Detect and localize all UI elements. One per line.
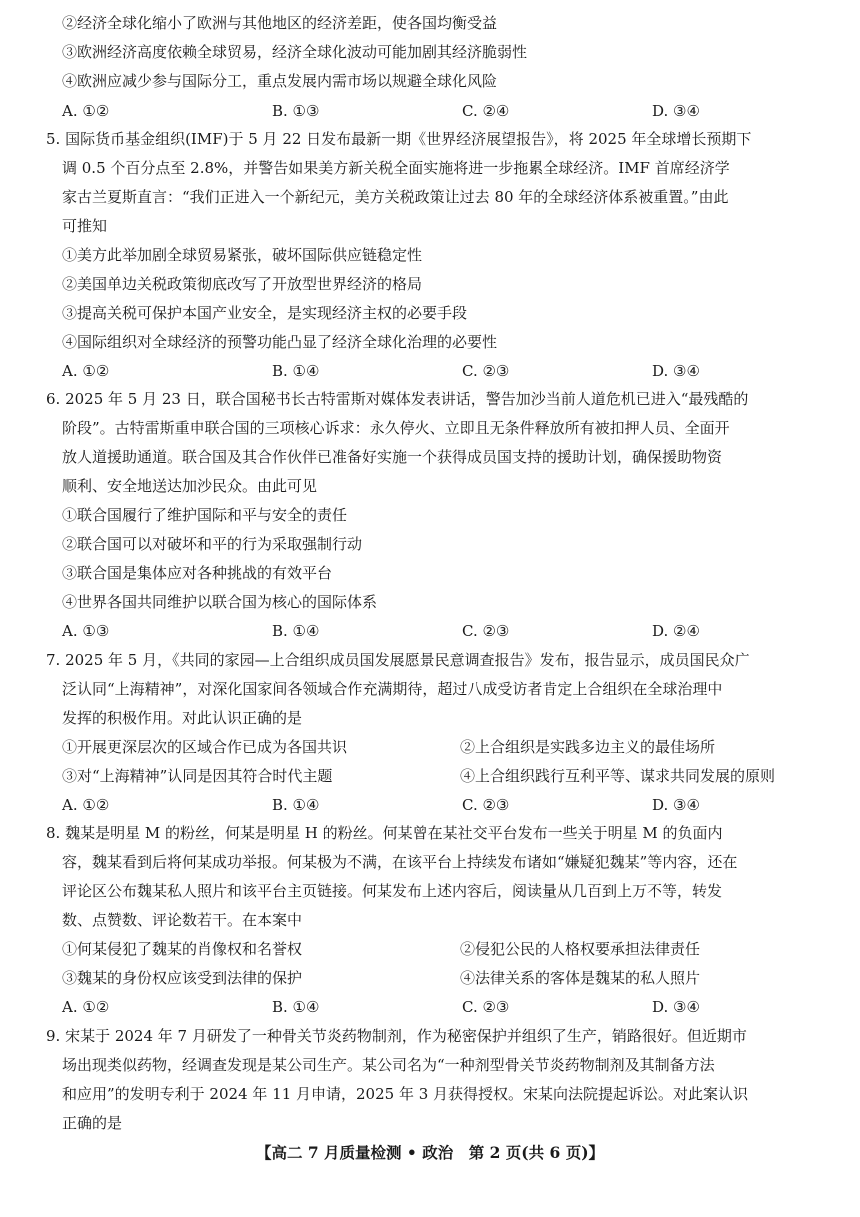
q6-statement-1: ①联合国履行了维护国际和平与安全的责任 [62,506,348,524]
q7-stem-line: 发挥的积极作用。对此认识正确的是 [62,709,303,727]
q8-statement-3: ③魏某的身份权应该受到法律的保护 [62,969,303,987]
q5-choice-a: A. ①② [62,362,110,380]
q8-stem-line: 8. 魏某是明星 M 的粉丝，何某是明星 H 的粉丝。何某曾在某社交平台发布一些关于明星 M 的负面内 [46,824,723,842]
q7-statement-3: ③对“上海精神”认同是因其符合时代主题 [62,767,333,785]
q7-choice-b: B. ①④ [272,796,320,814]
q5-choice-d: D. ③④ [652,362,700,380]
q9-stem-line: 场出现类似药物，经调查发现是某公司生产。某公司名为“一种剂型骨关节炎药物制剂及其制备方法 [62,1056,715,1074]
q4-choice-a: A. ①② [62,102,110,120]
q8-choice-c: C. ②③ [462,998,510,1016]
q6-choice-d: D. ②④ [652,622,700,640]
q8-stem-line: 数、点赞数、评论数若干。在本案中 [62,911,303,929]
q7-statement-4: ④上合组织践行互利平等、谋求共同发展的原则 [460,767,776,785]
q8-stem-line: 评论区公布魏某私人照片和该平台主页链接。何某发布上述内容后，阅读量从几百到上万不等，转发 [62,882,723,900]
q6-statement-2: ②联合国可以对破坏和平的行为采取强制行动 [62,535,363,553]
q6-choice-a: A. ①③ [62,622,110,640]
q7-choice-c: C. ②③ [462,796,510,814]
q7-stem-line: 7. 2025 年 5 月，《共同的家园—上合组织成员国发展愿景民意调查报告》发布，报告显示，成员国民众广 [46,651,750,669]
q7-choice-d: D. ③④ [652,796,700,814]
q8-choice-b: B. ①④ [272,998,320,1016]
q9-stem-line: 9. 宋某于 2024 年 7 月研发了一种骨关节炎药物制剂，作为秘密保护并组织了生产，销路很好。但近期市 [46,1027,747,1045]
page-footer: 【高二 7 月质量检测 • 政治 第 2 页(共 6 页)】 [255,1143,605,1162]
q6-stem-line: 放人道援助通道。联合国及其合作伙伴已准备好实施一个获得成员国支持的援助计划，确保援助物资 [62,448,723,466]
q4-choice-d: D. ③④ [652,102,700,120]
q6-statement-4: ④世界各国共同维护以联合国为核心的国际体系 [62,593,378,611]
q7-statement-1: ①开展更深层次的区域合作已成为各国共识 [62,738,348,756]
q5-statement-1: ①美方此举加剧全球贸易紧张，破坏国际供应链稳定性 [62,246,423,264]
q5-stem-line: 5. 国际货币基金组织(IMF)于 5 月 22 日发布最新一期《世界经济展望报告》，将 2025 年全球增长预期下 [46,130,752,148]
q5-statement-3: ③提高关税可保护本国产业安全，是实现经济主权的必要手段 [62,304,468,322]
q4-choice-c: C. ②④ [462,102,510,120]
q6-choice-c: C. ②③ [462,622,510,640]
q8-choice-a: A. ①② [62,998,110,1016]
q4-choice-b: B. ①③ [272,102,320,120]
q8-choice-d: D. ③④ [652,998,700,1016]
q9-stem-line: 和应用”的发明专利于 2024 年 11 月申请，2025 年 3 月获得授权。宋某向法院提起诉讼。对此案认识 [62,1085,749,1103]
q8-statement-4: ④法律关系的客体是魏某的私人照片 [460,969,701,987]
q6-choice-b: B. ①④ [272,622,320,640]
q5-statement-2: ②美国单边关税政策彻底改写了开放型世界经济的格局 [62,275,423,293]
q6-stem-line: 顺利、安全地送达加沙民众。由此可见 [62,477,318,495]
q7-stem-line: 泛认同“上海精神”，对深化国家间各领域合作充满期待，超过八成受访者肯定上合组织在全球治理中 [62,680,723,698]
q4-statement-2: ②经济全球化缩小了欧洲与其他地区的经济差距，使各国均衡受益 [62,14,498,32]
q5-choice-c: C. ②③ [462,362,510,380]
q5-stem-line: 调 0.5 个百分点至 2.8%，并警告如果美方新关税全面实施将进一步拖累全球经济。IMF 首席经济学 [62,159,730,177]
q5-stem-line: 家古兰夏斯直言：“我们正进入一个新纪元，美方关税政策让过去 80 年的全球经济体系被重置。”由此 [62,188,729,206]
q6-statement-3: ③联合国是集体应对各种挑战的有效平台 [62,564,333,582]
q8-statement-1: ①何某侵犯了魏某的肖像权和名誉权 [62,940,303,958]
q7-choice-a: A. ①② [62,796,110,814]
q6-stem-line: 6. 2025 年 5 月 23 日，联合国秘书长古特雷斯对媒体发表讲话，警告加沙当前人道危机已进入“最残酷的 [46,390,749,408]
q5-choice-b: B. ①④ [272,362,320,380]
q8-stem-line: 容，魏某看到后将何某成功举报。何某极为不满，在该平台上持续发布诸如“嫌疑犯魏某”等内容，还在 [62,853,738,871]
q4-statement-3: ③欧洲经济高度依赖全球贸易，经济全球化波动可能加剧其经济脆弱性 [62,43,528,61]
q6-stem-line: 阶段”。古特雷斯重申联合国的三项核心诉求：永久停火、立即且无条件释放所有被扣押人员、全面开 [62,419,730,437]
q5-statement-4: ④国际组织对全球经济的预警功能凸显了经济全球化治理的必要性 [62,333,498,351]
q5-stem-line: 可推知 [62,217,108,235]
q9-stem-line: 正确的是 [62,1114,123,1132]
q7-statement-2: ②上合组织是实践多边主义的最佳场所 [460,738,716,756]
q4-statement-4: ④欧洲应减少参与国际分工，重点发展内需市场以规避全球化风险 [62,72,498,90]
q8-statement-2: ②侵犯公民的人格权要承担法律责任 [460,940,701,958]
